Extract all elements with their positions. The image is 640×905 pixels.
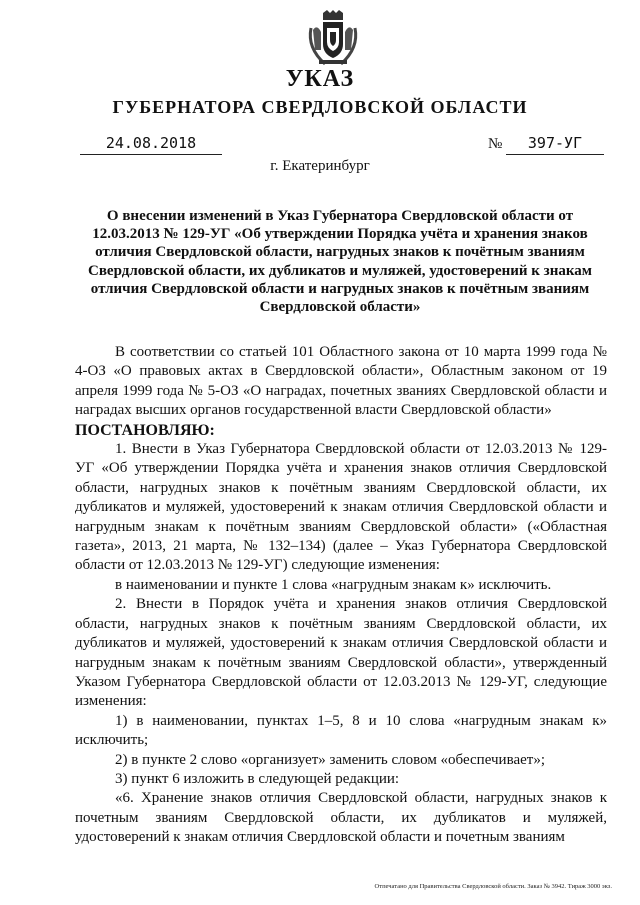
city: г. Екатеринбург	[270, 158, 370, 174]
paragraph: 2) в пункте 2 слово «организует» заменить словом «обеспечивает»;	[115, 751, 545, 768]
decree-word: ПОСТАНОВЛЯЮ:	[75, 421, 215, 439]
paragraph: «6. Хранение знаков отличия Свердловской области, нагрудных знаков к почетным званиям Свердловской области, их дубликатов и муляжей, удостоверений к знакам отличия Свердловской области и почетным званиям	[75, 790, 607, 846]
paragraph: 1) в наименовании, пунктах 1–5, 8 и 10 слова «нагрудным знакам к» исключить;	[75, 712, 607, 749]
paragraph: 3) пункт 6 изложить в следующей редакции:	[115, 770, 400, 787]
document-title: О внесении изменений в Указ Губернатора Свердловской области от 12.03.2013 № 129-УГ «Об утверждении Порядка учёта и хранения знаков отличия Свердловской области, нагрудных знаков к почётным званиям Свердловской области, их дубликатов и муляжей, удостоверений к знакам отличия Свердловской области и нагрудных знаков к почётным званиям Свердловской области»	[88, 208, 592, 316]
paragraph: в наименовании и пункте 1 слова «нагрудным знакам к» исключить.	[115, 576, 552, 593]
number-label: №	[488, 136, 503, 152]
document-body	[75, 343, 607, 848]
print-footer: Отпечатано для Правительства Свердловской области. Заказ № 3942. Тираж 3000 экз.	[374, 883, 612, 890]
decree-number: 397-УГ	[506, 134, 604, 155]
paragraph: 2. Внести в Порядок учёта и хранения знаков отличия Свердловской области, нагрудных знаков к почётным званиям Свердловской области, их дубликатов и муляжей, удостоверений к знакам отличия Свердловской области и нагрудным знакам к почётным званиям Свердловской области», утвержденный Указом Губернатора Свердловской области от 12.03.2013 № 129-УГ, следующие изменения:	[75, 596, 607, 710]
document-type-title: УКАЗ	[285, 66, 355, 92]
decree-date: 24.08.2018	[80, 134, 222, 155]
coat-of-arms-icon	[303, 10, 363, 70]
issuer-title: ГУБЕРНАТОРА СВЕРДЛОВСКОЙ ОБЛАСТИ	[112, 97, 528, 117]
paragraph: 1. Внести в Указ Губернатора Свердловской области от 12.03.2013 № 129-УГ «Об утверждении Порядка учёта и хранения знаков отличия Свердловской области, нагрудных знаков к почётным званиям Свердловской области, их дубликатов и муляжей, удостоверений к знакам отличия Свердловской области и нагрудным знакам к почётным званиям Свердловской области» («Областная газета», 2013, 21 марта, № 132–134) (далее – Указ Губернатора Свердловской области от 12.03.2013 № 129-УГ) следующие изменения:	[75, 441, 607, 574]
preamble: В соответствии со статьей 101 Областного закона от 10 марта 1999 года № 4-ОЗ «О правовых актах в Свердловской области», Областным законом от 19 апреля 1999 года № 5-ОЗ «О наградах, почетных званиях Свердловской области и наградах высших органов государственной власти Свердловской области»	[75, 344, 607, 419]
